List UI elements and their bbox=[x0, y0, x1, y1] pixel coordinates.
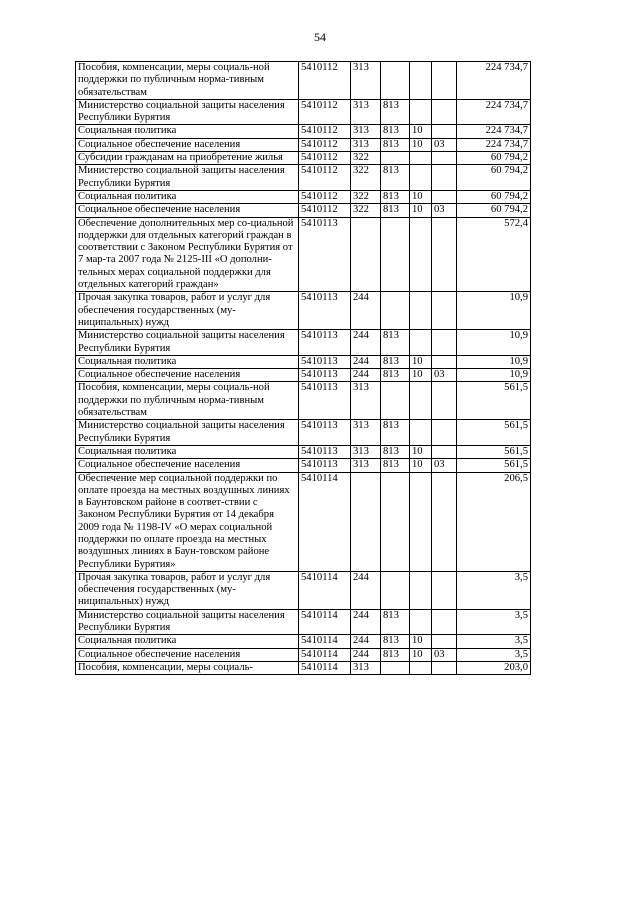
cell-name: Обеспечение дополнительных мер со-циальной поддержки для отдельных категорий граждан в соответствии с Законом Республики Бурятия от 7 мар-та 2007 года № 2125-III «О дополни-тельных мерах социальной поддержки для отдельных категорий граждан» bbox=[76, 217, 299, 292]
cell-subsection: 03 bbox=[432, 648, 457, 661]
cell-ministry-code bbox=[381, 292, 410, 330]
table-row bbox=[76, 125, 531, 138]
cell-subsection bbox=[432, 445, 457, 458]
cell-name: Социальная политика bbox=[76, 355, 299, 368]
cell-ministry-code bbox=[381, 62, 410, 100]
cell-target-article: 5410114 bbox=[299, 661, 351, 674]
cell-amount: 10,9 bbox=[457, 330, 531, 356]
cell-ministry-code bbox=[381, 472, 410, 571]
cell-ministry-code: 813 bbox=[381, 138, 410, 151]
cell-subsection: 03 bbox=[432, 369, 457, 382]
table-row bbox=[76, 165, 531, 191]
table-row bbox=[76, 571, 531, 609]
cell-name: Пособия, компенсации, меры социаль- bbox=[76, 661, 299, 674]
cell-ministry-code: 813 bbox=[381, 99, 410, 125]
cell-name: Министерство социальной защиты населения Республики Бурятия bbox=[76, 420, 299, 446]
cell-ministry-code: 813 bbox=[381, 125, 410, 138]
cell-section bbox=[410, 661, 432, 674]
cell-expense-type: 244 bbox=[351, 369, 381, 382]
cell-expense-type: 313 bbox=[351, 459, 381, 472]
cell-section: 10 bbox=[410, 190, 432, 203]
cell-target-article: 5410113 bbox=[299, 369, 351, 382]
cell-target-article: 5410113 bbox=[299, 217, 351, 292]
cell-expense-type: 244 bbox=[351, 609, 381, 635]
cell-target-article: 5410112 bbox=[299, 125, 351, 138]
cell-subsection bbox=[432, 217, 457, 292]
cell-ministry-code: 813 bbox=[381, 445, 410, 458]
cell-section bbox=[410, 571, 432, 609]
cell-expense-type: 313 bbox=[351, 382, 381, 420]
cell-amount: 561,5 bbox=[457, 382, 531, 420]
cell-section bbox=[410, 420, 432, 446]
cell-ministry-code: 813 bbox=[381, 420, 410, 446]
cell-ministry-code: 813 bbox=[381, 355, 410, 368]
cell-target-article: 5410112 bbox=[299, 99, 351, 125]
cell-section bbox=[410, 99, 432, 125]
cell-target-article: 5410113 bbox=[299, 445, 351, 458]
cell-amount: 224 734,7 bbox=[457, 62, 531, 100]
table-row bbox=[76, 661, 531, 674]
cell-name: Прочая закупка товаров, работ и услуг для обеспечения государственных (му-ниципальных) нужд bbox=[76, 571, 299, 609]
cell-subsection bbox=[432, 420, 457, 446]
cell-expense-type: 244 bbox=[351, 292, 381, 330]
cell-amount: 224 734,7 bbox=[457, 125, 531, 138]
cell-section: 10 bbox=[410, 445, 432, 458]
table-row bbox=[76, 99, 531, 125]
cell-section: 10 bbox=[410, 459, 432, 472]
cell-section: 10 bbox=[410, 369, 432, 382]
table-row bbox=[76, 204, 531, 217]
cell-subsection bbox=[432, 165, 457, 191]
cell-subsection bbox=[432, 609, 457, 635]
cell-amount: 206,5 bbox=[457, 472, 531, 571]
cell-target-article: 5410113 bbox=[299, 420, 351, 446]
cell-amount: 3,5 bbox=[457, 635, 531, 648]
cell-amount: 572,4 bbox=[457, 217, 531, 292]
cell-amount: 10,9 bbox=[457, 292, 531, 330]
cell-ministry-code: 813 bbox=[381, 165, 410, 191]
cell-name: Пособия, компенсации, меры социаль-ной поддержки по публичным норма-тивным обязательствам bbox=[76, 62, 299, 100]
cell-amount: 10,9 bbox=[457, 369, 531, 382]
cell-target-article: 5410114 bbox=[299, 472, 351, 571]
cell-name: Министерство социальной защиты населения Республики Бурятия bbox=[76, 330, 299, 356]
cell-expense-type: 244 bbox=[351, 635, 381, 648]
cell-subsection bbox=[432, 125, 457, 138]
cell-name: Министерство социальной защиты населения Республики Бурятия bbox=[76, 609, 299, 635]
cell-expense-type bbox=[351, 217, 381, 292]
cell-name: Субсидии гражданам на приобретение жилья bbox=[76, 152, 299, 165]
cell-name: Обеспечение мер социальной поддержки по оплате проезда на местных воздушных линиях в Баунтовском районе в соответ-ствии с Законом Республики Бурятия от 14 декабря 2009 года № 1198-IV «О мерах социальной поддержки по оплате проезда на местных воздушных линиях в Баун-товском районе Республики Бурятия» bbox=[76, 472, 299, 571]
cell-amount: 60 794,2 bbox=[457, 190, 531, 203]
cell-amount: 3,5 bbox=[457, 609, 531, 635]
cell-amount: 3,5 bbox=[457, 648, 531, 661]
cell-name: Социальное обеспечение населения bbox=[76, 459, 299, 472]
cell-ministry-code bbox=[381, 217, 410, 292]
cell-ministry-code: 813 bbox=[381, 635, 410, 648]
cell-subsection bbox=[432, 472, 457, 571]
cell-name: Пособия, компенсации, меры социаль-ной поддержки по публичным норма-тивным обязательствам bbox=[76, 382, 299, 420]
table-row bbox=[76, 190, 531, 203]
cell-name: Министерство социальной защиты населения Республики Бурятия bbox=[76, 99, 299, 125]
cell-amount: 561,5 bbox=[457, 459, 531, 472]
cell-subsection: 03 bbox=[432, 138, 457, 151]
cell-section: 10 bbox=[410, 355, 432, 368]
cell-amount: 561,5 bbox=[457, 420, 531, 446]
cell-name: Социальная политика bbox=[76, 190, 299, 203]
cell-expense-type: 313 bbox=[351, 125, 381, 138]
cell-subsection bbox=[432, 355, 457, 368]
cell-section: 10 bbox=[410, 204, 432, 217]
cell-expense-type: 313 bbox=[351, 62, 381, 100]
cell-expense-type: 322 bbox=[351, 190, 381, 203]
cell-expense-type bbox=[351, 472, 381, 571]
table-row bbox=[76, 472, 531, 571]
cell-target-article: 5410113 bbox=[299, 459, 351, 472]
cell-target-article: 5410112 bbox=[299, 165, 351, 191]
cell-amount: 224 734,7 bbox=[457, 138, 531, 151]
cell-section bbox=[410, 472, 432, 571]
cell-amount: 224 734,7 bbox=[457, 99, 531, 125]
cell-expense-type: 313 bbox=[351, 420, 381, 446]
cell-expense-type: 244 bbox=[351, 330, 381, 356]
cell-target-article: 5410112 bbox=[299, 62, 351, 100]
cell-section bbox=[410, 292, 432, 330]
cell-ministry-code bbox=[381, 382, 410, 420]
table-row bbox=[76, 152, 531, 165]
table-row bbox=[76, 445, 531, 458]
cell-expense-type: 313 bbox=[351, 99, 381, 125]
cell-ministry-code bbox=[381, 571, 410, 609]
cell-ministry-code: 813 bbox=[381, 330, 410, 356]
cell-section: 10 bbox=[410, 648, 432, 661]
table-row bbox=[76, 609, 531, 635]
cell-subsection bbox=[432, 661, 457, 674]
page-number: 54 bbox=[314, 30, 326, 44]
cell-section: 10 bbox=[410, 125, 432, 138]
cell-name: Социальное обеспечение населения bbox=[76, 204, 299, 217]
table-row bbox=[76, 62, 531, 100]
table-row bbox=[76, 355, 531, 368]
table-row bbox=[76, 648, 531, 661]
cell-amount: 60 794,2 bbox=[457, 165, 531, 191]
cell-amount: 561,5 bbox=[457, 445, 531, 458]
cell-name: Социальное обеспечение населения bbox=[76, 138, 299, 151]
cell-expense-type: 313 bbox=[351, 445, 381, 458]
cell-target-article: 5410114 bbox=[299, 648, 351, 661]
cell-expense-type: 244 bbox=[351, 571, 381, 609]
cell-section bbox=[410, 217, 432, 292]
cell-target-article: 5410113 bbox=[299, 382, 351, 420]
cell-subsection bbox=[432, 330, 457, 356]
cell-target-article: 5410114 bbox=[299, 609, 351, 635]
cell-name: Социальное обеспечение населения bbox=[76, 369, 299, 382]
cell-target-article: 5410113 bbox=[299, 292, 351, 330]
cell-name: Социальная политика bbox=[76, 445, 299, 458]
table-row bbox=[76, 138, 531, 151]
cell-section: 10 bbox=[410, 635, 432, 648]
cell-subsection bbox=[432, 62, 457, 100]
cell-subsection bbox=[432, 635, 457, 648]
table-body bbox=[76, 62, 531, 675]
budget-table bbox=[75, 61, 531, 675]
cell-subsection bbox=[432, 571, 457, 609]
cell-ministry-code: 813 bbox=[381, 609, 410, 635]
cell-subsection bbox=[432, 382, 457, 420]
cell-expense-type: 322 bbox=[351, 165, 381, 191]
cell-expense-type: 322 bbox=[351, 152, 381, 165]
cell-amount: 60 794,2 bbox=[457, 204, 531, 217]
cell-ministry-code: 813 bbox=[381, 459, 410, 472]
table-row bbox=[76, 369, 531, 382]
cell-section bbox=[410, 609, 432, 635]
cell-subsection: 03 bbox=[432, 204, 457, 217]
cell-amount: 10,9 bbox=[457, 355, 531, 368]
cell-expense-type: 244 bbox=[351, 648, 381, 661]
cell-subsection bbox=[432, 152, 457, 165]
table-row bbox=[76, 292, 531, 330]
cell-expense-type: 313 bbox=[351, 138, 381, 151]
cell-target-article: 5410112 bbox=[299, 190, 351, 203]
cell-subsection bbox=[432, 99, 457, 125]
cell-amount: 203,0 bbox=[457, 661, 531, 674]
cell-target-article: 5410112 bbox=[299, 152, 351, 165]
cell-ministry-code: 813 bbox=[381, 204, 410, 217]
cell-name: Прочая закупка товаров, работ и услуг для обеспечения государственных (му-ниципальных) нужд bbox=[76, 292, 299, 330]
table-row bbox=[76, 420, 531, 446]
table-row bbox=[76, 217, 531, 292]
cell-expense-type: 244 bbox=[351, 355, 381, 368]
table-row bbox=[76, 635, 531, 648]
cell-subsection: 03 bbox=[432, 459, 457, 472]
cell-amount: 60 794,2 bbox=[457, 152, 531, 165]
cell-target-article: 5410113 bbox=[299, 355, 351, 368]
cell-expense-type: 322 bbox=[351, 204, 381, 217]
cell-name: Социальная политика bbox=[76, 125, 299, 138]
cell-section: 10 bbox=[410, 138, 432, 151]
cell-subsection bbox=[432, 190, 457, 203]
cell-name: Министерство социальной защиты населения Республики Бурятия bbox=[76, 165, 299, 191]
cell-ministry-code bbox=[381, 152, 410, 165]
cell-section bbox=[410, 382, 432, 420]
cell-ministry-code: 813 bbox=[381, 190, 410, 203]
cell-amount: 3,5 bbox=[457, 571, 531, 609]
table-row bbox=[76, 459, 531, 472]
cell-target-article: 5410114 bbox=[299, 571, 351, 609]
cell-section bbox=[410, 165, 432, 191]
cell-target-article: 5410112 bbox=[299, 204, 351, 217]
cell-ministry-code bbox=[381, 661, 410, 674]
cell-target-article: 5410114 bbox=[299, 635, 351, 648]
cell-section bbox=[410, 152, 432, 165]
table-row bbox=[76, 330, 531, 356]
cell-expense-type: 313 bbox=[351, 661, 381, 674]
cell-subsection bbox=[432, 292, 457, 330]
cell-section bbox=[410, 62, 432, 100]
cell-name: Социальная политика bbox=[76, 635, 299, 648]
cell-ministry-code: 813 bbox=[381, 648, 410, 661]
cell-name: Социальное обеспечение населения bbox=[76, 648, 299, 661]
table-row bbox=[76, 382, 531, 420]
cell-target-article: 5410112 bbox=[299, 138, 351, 151]
cell-section bbox=[410, 330, 432, 356]
cell-target-article: 5410113 bbox=[299, 330, 351, 356]
cell-ministry-code: 813 bbox=[381, 369, 410, 382]
